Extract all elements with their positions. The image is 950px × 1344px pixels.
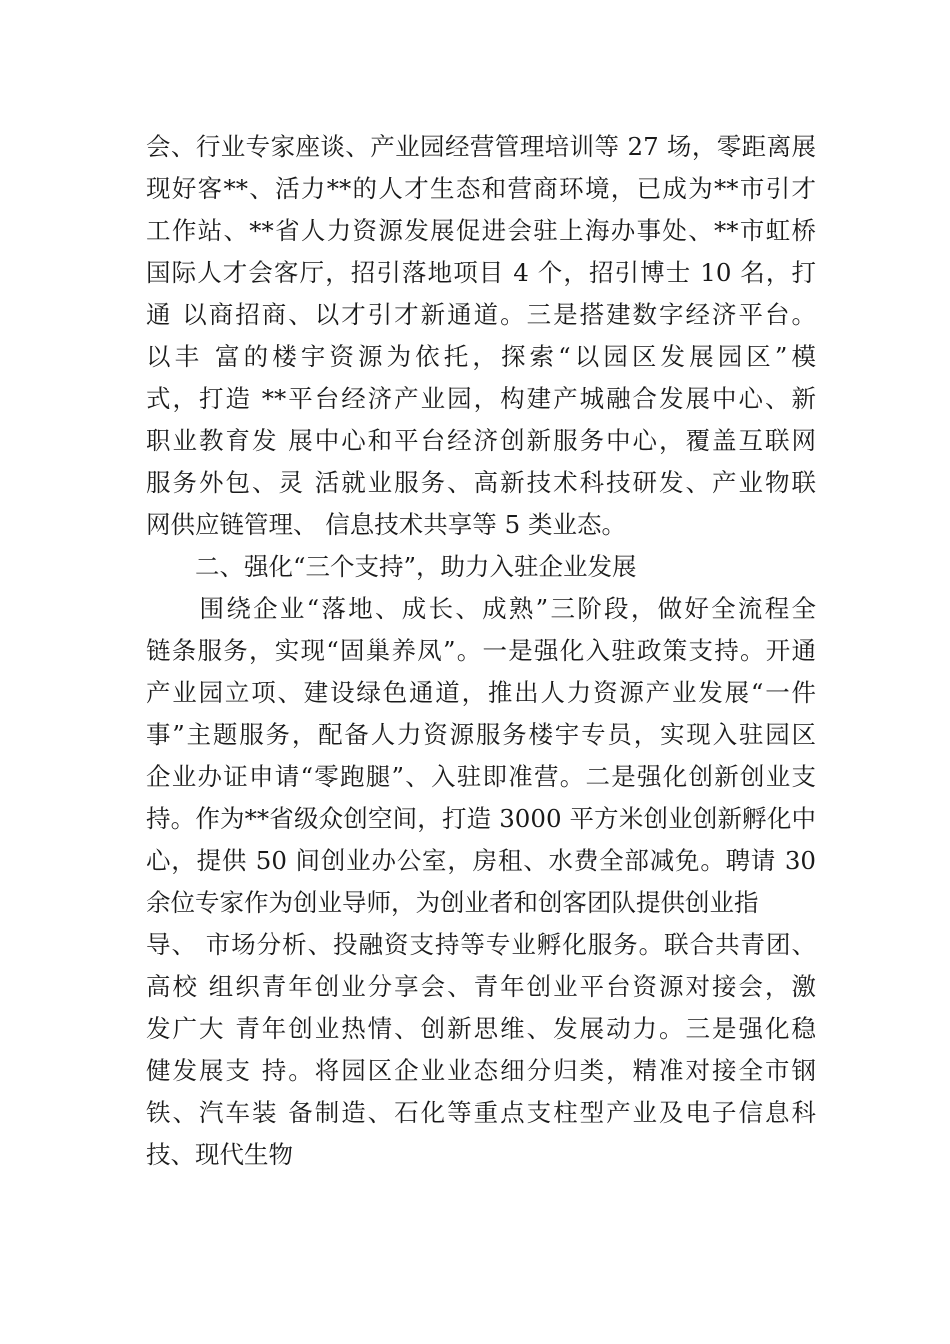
text-line: 服务外包、灵 活就业服务、高新技术科技研发、产业物联 xyxy=(146,468,816,497)
text-line: 链条服务，实现“固巢养凤”。一是强化入驻政策支持。开通 xyxy=(146,636,816,665)
text-line: 铁、汽车装 备制造、石化等重点支柱型产业及电子信息科 xyxy=(146,1098,816,1127)
text-line: 职业教育发 展中心和平台经济创新服务中心，覆盖互联网 xyxy=(146,426,816,455)
text-line: 企业办证申请“零跑腿”、入驻即准营。二是强化创新创业支 xyxy=(146,762,816,791)
text-line: 工作站、**省人力资源发展促进会驻上海办事处、**市虹桥 xyxy=(146,216,816,245)
text-line: 余位专家作为创业导师，为创业者和创客团队提供创业指 xyxy=(146,888,759,917)
text-line: 持。作为**省级众创空间，打造 3000 平方米创业创新孵化中 xyxy=(146,804,816,833)
text-line: 产业园立项、建设绿色通道，推出人力资源产业发展“一件 xyxy=(146,678,816,707)
text-line: 现好客**、活力**的人才生态和营商环境，已成为**市引才 xyxy=(146,174,816,203)
text-line: 事”主题服务，配备人力资源服务楼宇专员，实现入驻园区 xyxy=(146,720,816,749)
text-line: 网供应链管理、 信息技术共享等 5 类业态。 xyxy=(146,510,626,539)
text-line: 发广大 青年创业热情、创新思维、发展动力。三是强化稳 xyxy=(146,1014,816,1043)
text-line: 式，打造 **平台经济产业园，构建产城融合发展中心、新 xyxy=(146,384,816,413)
text-line: 围绕企业“落地、成长、成熟”三阶段，做好全流程全 xyxy=(146,594,816,623)
text-line: 会、行业专家座谈、产业园经营管理培训等 27 场，零距离展 xyxy=(146,132,816,161)
text-line: 二、强化“三个支持”，助力入驻企业发展 xyxy=(146,552,637,581)
text-line: 导、 市场分析、投融资支持等专业孵化服务。联合共青团、 xyxy=(146,930,816,959)
text-line: 通 以商招商、以才引才新通道。三是搭建数字经济平台。 xyxy=(146,300,816,329)
body-text xyxy=(146,126,816,1176)
text-line: 以丰 富的楼宇资源为依托，探索“以园区发展园区”模 xyxy=(146,342,816,371)
text-line: 心，提供 50 间创业办公室，房租、水费全部减免。聘请 30 xyxy=(146,846,816,875)
text-line: 健发展支 持。将园区企业业态细分归类，精准对接全市钢 xyxy=(146,1056,816,1085)
text-line: 高校 组织青年创业分享会、青年创业平台资源对接会，激 xyxy=(146,972,816,1001)
text-line: 技、现代生物 xyxy=(146,1140,293,1169)
text-line: 国际人才会客厅，招引落地项目 4 个，招引博士 10 名，打 xyxy=(146,258,816,287)
